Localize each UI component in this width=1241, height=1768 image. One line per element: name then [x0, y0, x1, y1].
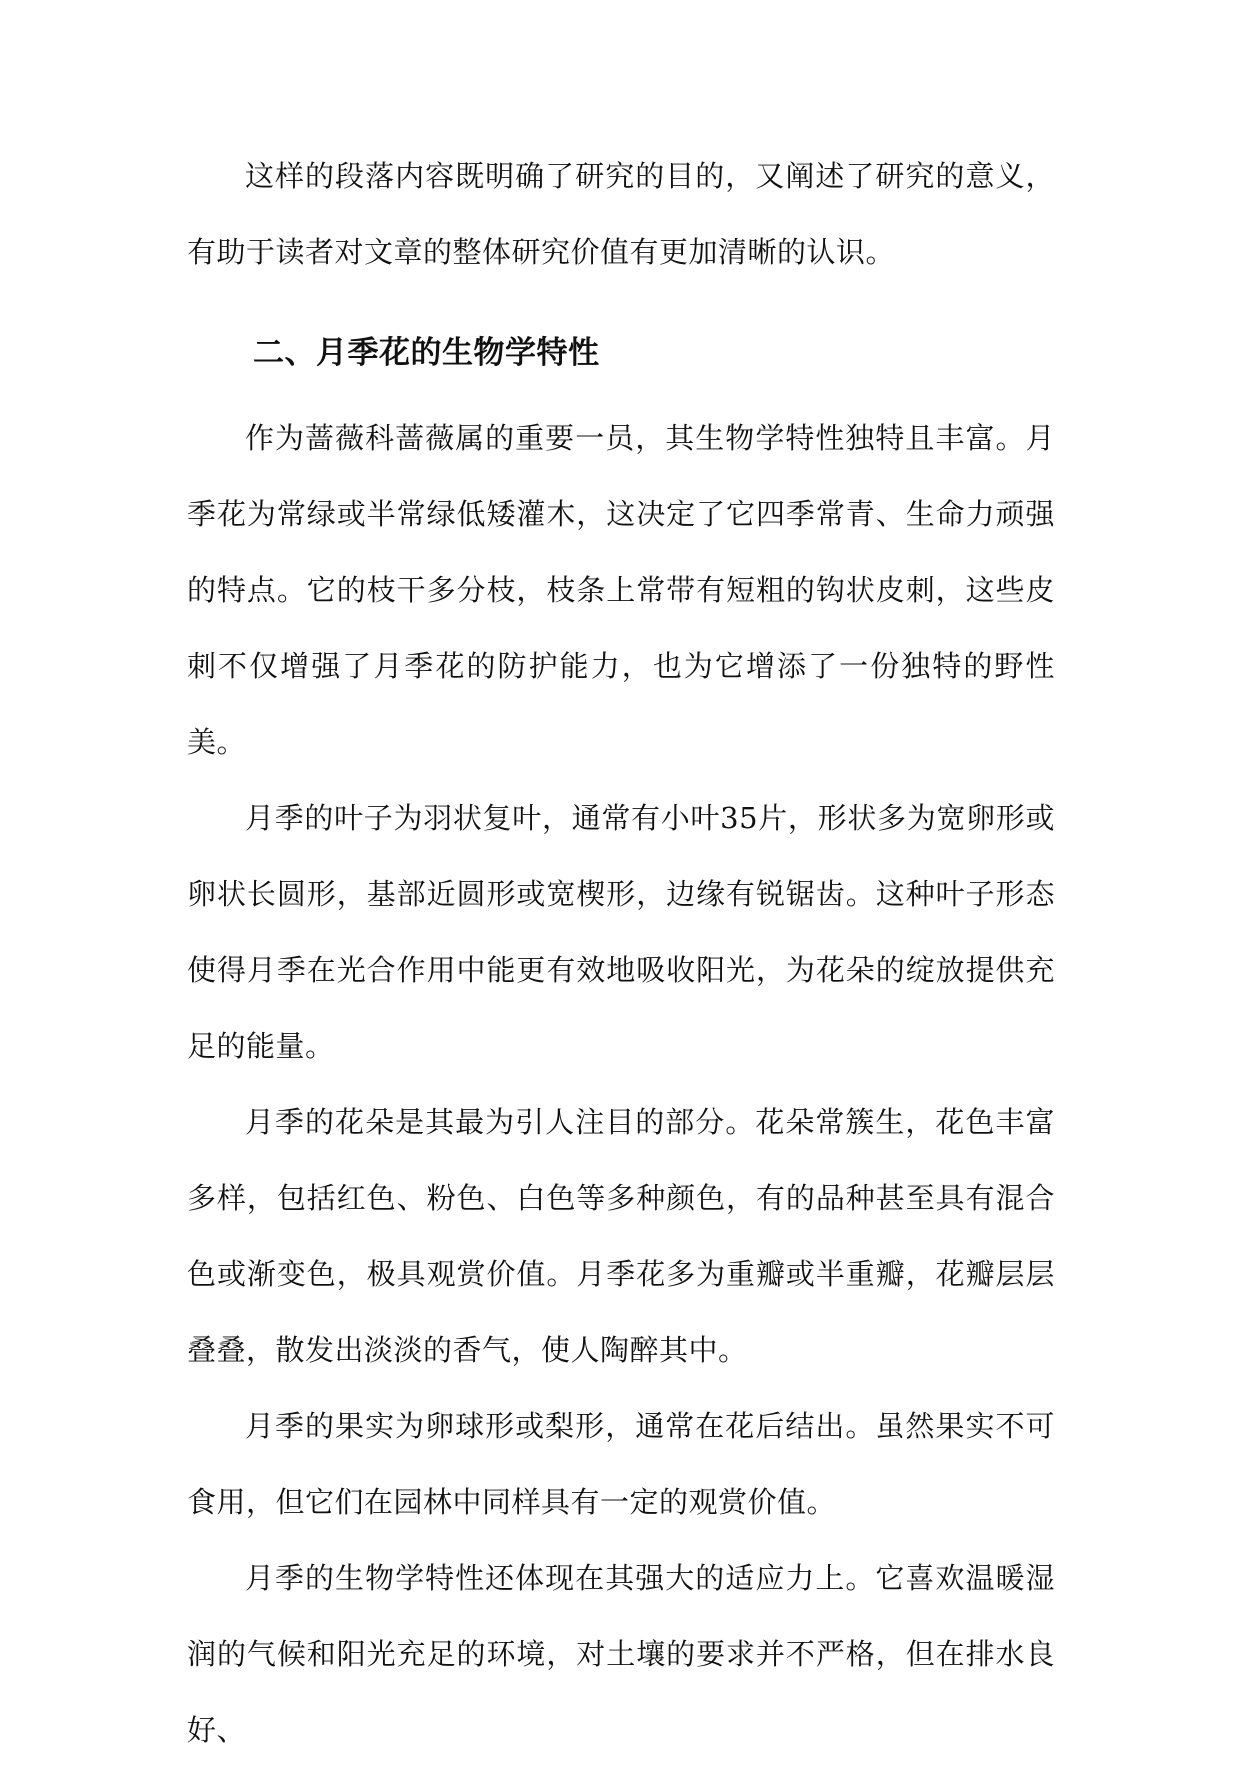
paragraph-stem-traits: 作为蔷薇科蔷薇属的重要一员，其生物学特性独特且丰富。月季花为常绿或半常绿低矮灌木，这决定了它四季常青、生命力顽强的特点。它的枝干多分枝，枝条上常带有短粗的钩状皮刺，这些皮刺不仅增强了月季花的防护能力，也为它增添了一份独特的野性美。 [187, 421, 1055, 759]
paragraph-flower-traits: 月季的花朵是其最为引人注目的部分。花朵常簇生，花色丰富多样，包括红色、粉色、白色等多种颜色，有的品种甚至具有混合色或渐变色，极具观赏价值。月季花多为重瓣或半重瓣，花瓣层层叠叠，散发出淡淡的香气，使人陶醉其中。 [187, 1105, 1055, 1367]
paragraph-fruit-traits: 月季的果实为卵球形或梨形，通常在花后结出。虽然果实不可食用，但它们在园林中同样具有一定的观赏价值。 [187, 1409, 1055, 1519]
paragraph-adaptability: 月季的生物学特性还体现在其强大的适应力上。它喜欢温暖湿润的气候和阳光充足的环境，对土壤的要求并不严格，但在排水良好、 [187, 1561, 1055, 1747]
page-content [187, 138, 1055, 1768]
section-heading: 二、月季花的生物学特性 [253, 335, 600, 371]
paragraph-leaf-traits: 月季的叶子为羽状复叶，通常有小叶35片，形状多为宽卵形或卵状长圆形，基部近圆形或宽楔形，边缘有锐锯齿。这种叶子形态使得月季在光合作用中能更有效地吸收阳光，为花朵的绽放提供充足的能量。 [187, 801, 1055, 1063]
intro-paragraph: 这样的段落内容既明确了研究的目的，又阐述了研究的意义，有助于读者对文章的整体研究价值有更加清晰的认识。 [187, 159, 1055, 269]
